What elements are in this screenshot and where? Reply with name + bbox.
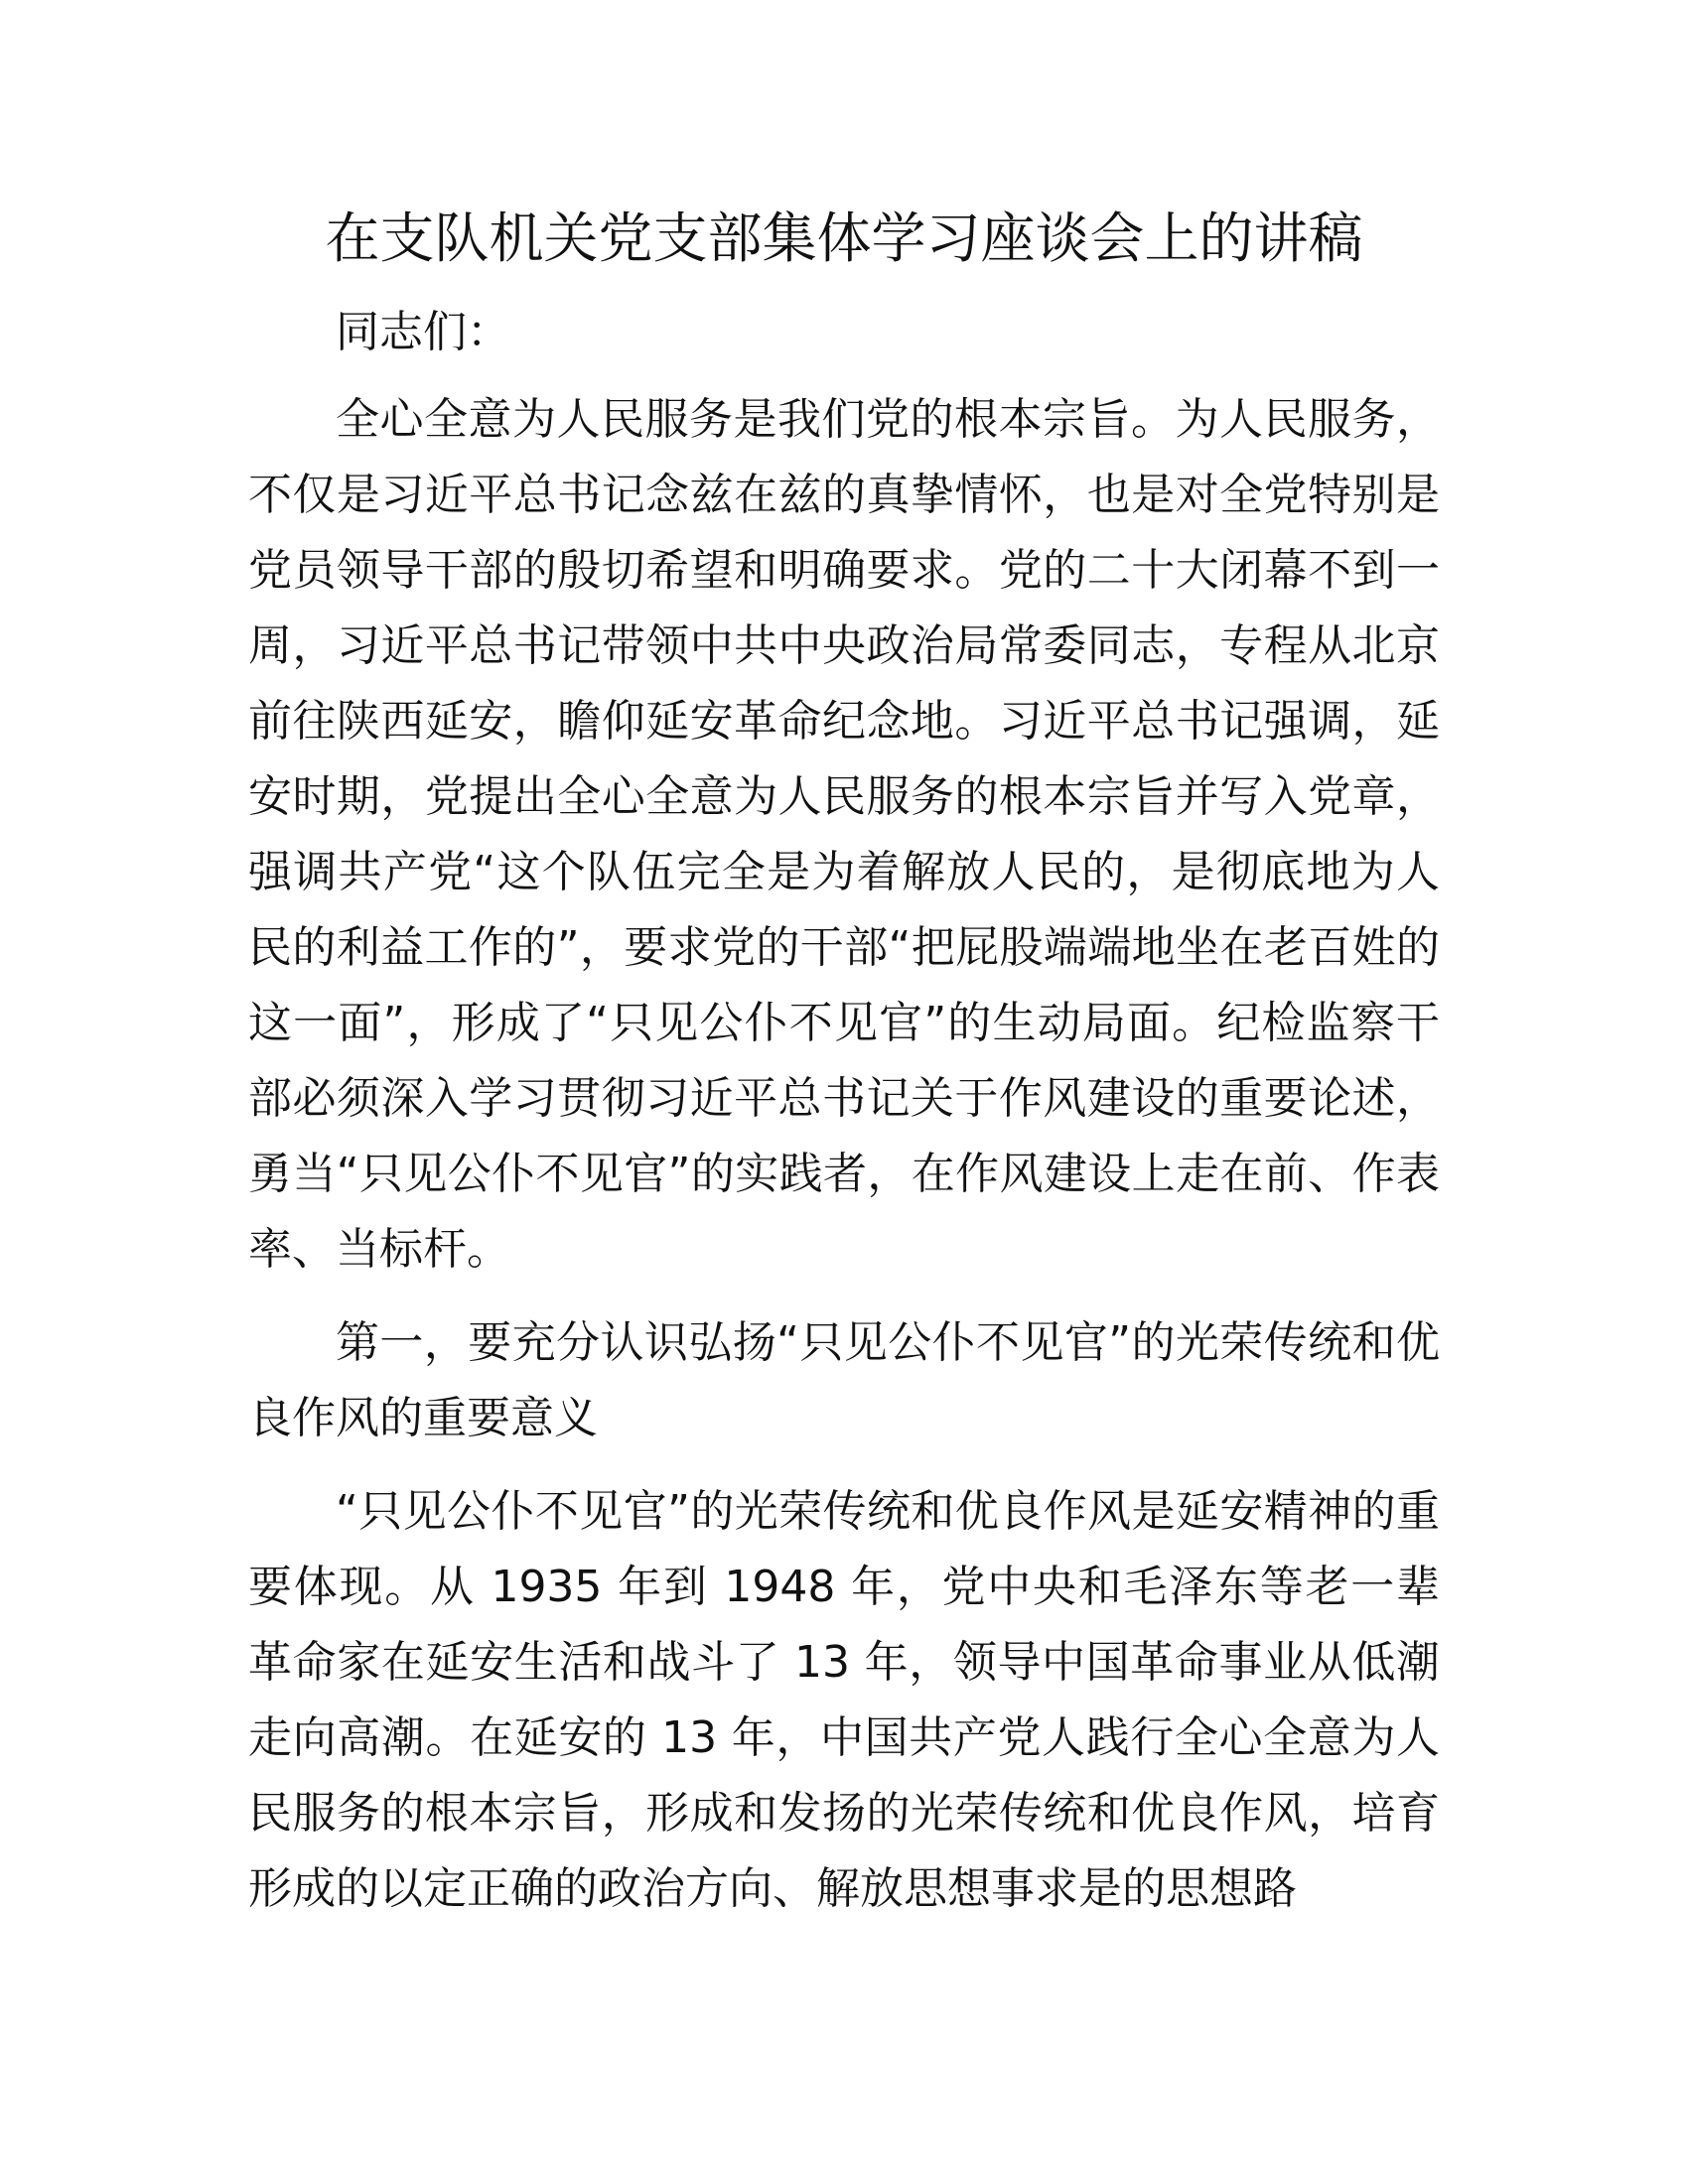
page-title: 在支队机关党支部集体学习座谈会上的讲稿 xyxy=(325,206,1363,270)
paragraph-intro: 全心全意为人民服务是我们党的根本宗旨。为人民服务，不仅是习近平总书记念兹在兹的真挚情怀，也是对全党特别是党员领导干部的殷切希望和明确要求。党的二十大闭幕不到一周，习近平总书记带领中共中央政治局常委同志，专程从北京前往陕西延安，瞻仰延安革命纪念地。习近平总书记强调，延安时期，党提出全心全意为人民服务的根本宗旨并写入党章，强调共产党“这个队伍完全是为着解放人民的，是彻底地为人民的利益工作的”，要求党的干部“把屁股端端地坐在老百姓的这一面”，形成了“只见公仆不见官”的生动局面。纪检监察干部必须深入学习贯彻习近平总书记关于作风建设的重要论述，勇当“只见公仆不见官”的实践者，在作风建设上走在前、作表率、当标杆。 xyxy=(248,394,1440,1275)
salutation: 同志们： xyxy=(336,307,510,357)
document-body xyxy=(248,194,1440,1927)
section-heading-first: 第一，要充分认识弘扬“只见公仆不见官”的光荣传统和优良作风的重要意义 xyxy=(248,1317,1440,1443)
paragraph-yanan-tradition: “只见公仆不见官”的光荣传统和优良作风是延安精神的重要体现。从 1935 年到 1948 年，党中央和毛泽东等老一辈革命家在延安生活和战斗了 13 年，领导中国革命事业从低潮走向高潮。在延安的 13 年，中国共产党人践行全心全意为人民服务的根本宗旨，形成和发扬的光荣传统和优良作风，培育形成的以定正确的政治方向、解放思想事求是的思想路 xyxy=(248,1486,1440,1914)
